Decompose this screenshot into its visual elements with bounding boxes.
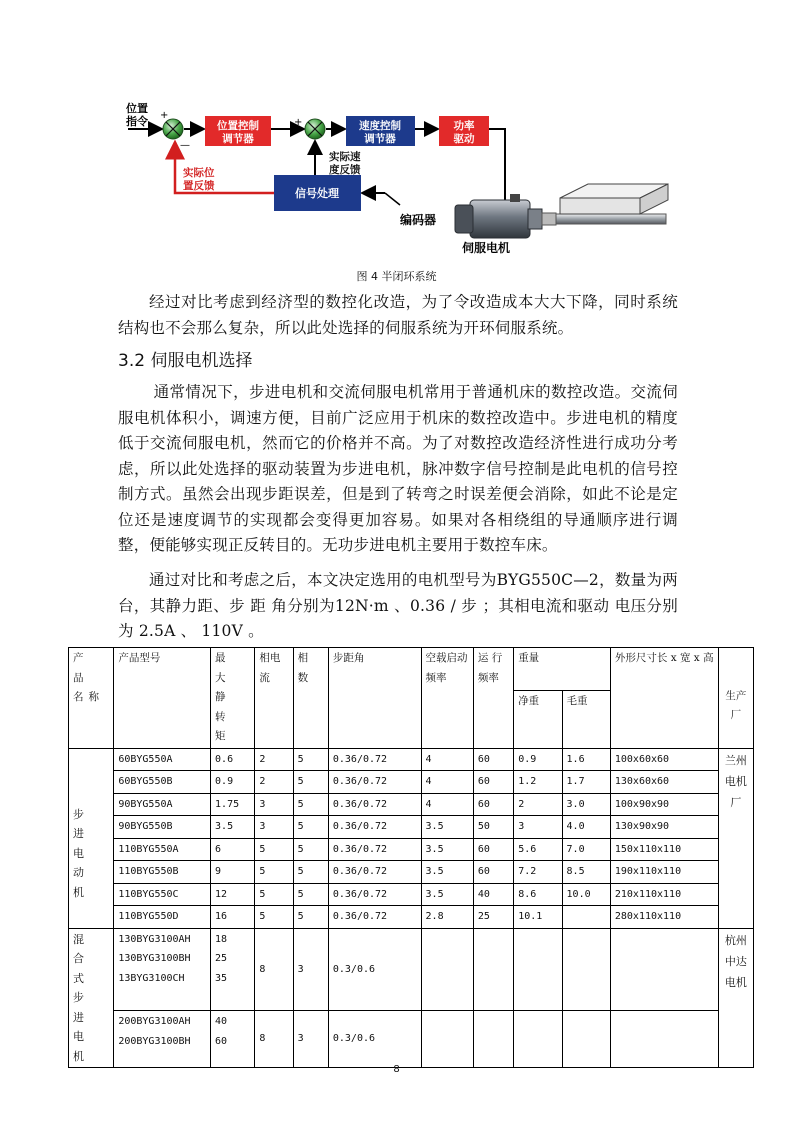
table-cell: 4.0 [562, 816, 610, 839]
paragraph-2: 通常情况下，步进电机和交流伺服电机常用于普通机床的数控改造。交流伺服电机体积小，调速方便，目前广泛应用于机床的数控改造中。步进电机的精度低于交流伺服电机，然而它的价格并不高。为了对数控改造经济性进行成功分考虑，所以此处选择的驱动装置为步进电机，脉冲数字信号控制是此电机的信号控制方式。虽然会出现步距误差，但是到了转弯之时误差便会消除，如此不论是定位还是速度调节的实现都会变得更加容易。如果对各相绕组的导通顺序进行调整，便能够实现正反转目的。无功步进电机主要用于数控车床。 [118, 383, 678, 554]
svg-text:调节器: 调节器 [222, 133, 254, 145]
empty-cell [514, 928, 562, 1011]
empty-cell [421, 1011, 473, 1068]
motor-spec-table [68, 647, 754, 1068]
table-cell: 1.7 [562, 771, 610, 794]
model-name: 200BYG3100AH [118, 1016, 191, 1028]
table-row [69, 793, 754, 816]
empty-cell [610, 928, 718, 1011]
table-cell: 60BYG550B [114, 771, 211, 794]
header-start-freq: 空载启动频率 [421, 648, 473, 749]
table-cell: 130x60x60 [610, 771, 718, 794]
table-cell: 5 [293, 816, 328, 839]
table-cell: 16 [211, 906, 255, 929]
encoder-label: 编码器 [400, 213, 437, 227]
table-cell: 60 [473, 771, 513, 794]
torque-value: 35 [215, 972, 228, 984]
table-cell: 5 [293, 883, 328, 906]
table-cell: 25 [473, 906, 513, 929]
paragraph-1: 经过对比考虑到经济型的数控化改造，为了令改造成本大大下降，同时系统结构也不会那么复杂，所以此处选择的伺服系统为开环伺服系统。 [118, 293, 678, 337]
table-row [69, 883, 754, 906]
header-angle: 步距角 [328, 648, 421, 749]
table-cell: 4 [421, 793, 473, 816]
servo-motor-illustration [455, 194, 542, 238]
table-cell: 0.36/0.72 [328, 816, 421, 839]
table-cell: 0.36/0.72 [328, 883, 421, 906]
table-cell: 3 [255, 816, 293, 839]
table-cell: 0.3/0.6 [328, 928, 421, 1011]
table-cell: 7.0 [562, 838, 610, 861]
svg-text:位置控制: 位置控制 [217, 120, 259, 132]
table-cell: 5 [293, 906, 328, 929]
plus-sign-1: + [160, 110, 169, 121]
table-cell: 8.5 [562, 861, 610, 884]
table-cell: 0.9 [211, 771, 255, 794]
table-row [69, 838, 754, 861]
table-cell: 150x110x110 [610, 838, 718, 861]
header-torque: 最 大 静 转 矩 [211, 648, 255, 749]
table-cell: 60 [473, 793, 513, 816]
svg-text:信号处理: 信号处理 [295, 187, 339, 200]
table-cell: 280x110x110 [610, 906, 718, 929]
model-list [114, 1011, 211, 1068]
table-cell: 110BYG550B [114, 861, 211, 884]
table-cell: 0.36/0.72 [328, 748, 421, 771]
maker-hangzhou: 杭州中达电机 [718, 928, 753, 1068]
table-cell: 100x90x90 [610, 793, 718, 816]
table-cell: 10.1 [514, 906, 562, 929]
svg-text:调节器: 调节器 [364, 133, 396, 145]
table-cell: 3.5 [211, 816, 255, 839]
table-cell: 90BYG550A [114, 793, 211, 816]
table-cell: 1.75 [211, 793, 255, 816]
speed-controller-block [346, 116, 415, 146]
table-cell: 60BYG550A [114, 748, 211, 771]
table-row [69, 906, 754, 929]
header-dims: 外形尺寸长 x 宽 x 高 [610, 648, 718, 749]
table-cell: 130x90x90 [610, 816, 718, 839]
table-cell: 90BYG550B [114, 816, 211, 839]
torque-value: 18 [215, 933, 228, 945]
table-cell: 5 [293, 838, 328, 861]
category-stepper: 步 进 电 动 机 [69, 748, 114, 928]
torque-value: 25 [215, 953, 228, 964]
table-cell: 110BYG550D [114, 906, 211, 929]
table-cell: 2 [255, 771, 293, 794]
svg-text:功率: 功率 [453, 120, 475, 132]
empty-cell [562, 928, 610, 1011]
table-cell: 110BYG550A [114, 838, 211, 861]
table-header-row [69, 648, 754, 691]
minus-sign-1: — [180, 140, 190, 151]
header-run-freq: 运 行 频率 [473, 648, 513, 749]
table-cell: 5 [255, 883, 293, 906]
table-cell: 8.6 [514, 883, 562, 906]
table-cell: 7.2 [514, 861, 562, 884]
table-cell: 0.36/0.72 [328, 906, 421, 929]
table-cell: 3.5 [421, 838, 473, 861]
table-cell: 12 [211, 883, 255, 906]
table-cell: 3.0 [562, 793, 610, 816]
plus-sign-2: + [294, 117, 303, 128]
category-hybrid: 混 合 式 步 进 电 机 [69, 928, 114, 1068]
table-cell: 0.6 [211, 748, 255, 771]
table-cell: 8 [255, 1011, 293, 1068]
table-cell: 3 [514, 816, 562, 839]
input-label-line2: 指令 [126, 115, 148, 128]
table-cell: 100x60x60 [610, 748, 718, 771]
table-cell: 3 [293, 928, 328, 1011]
table-cell: 3.5 [421, 816, 473, 839]
table-cell: 3 [293, 1011, 328, 1068]
svg-text:速度控制: 速度控制 [359, 120, 401, 132]
header-gross: 毛重 [562, 690, 610, 748]
table-cell: 5 [255, 838, 293, 861]
table-cell: 60 [473, 748, 513, 771]
table-cell: 0.36/0.72 [328, 838, 421, 861]
empty-cell [473, 928, 513, 1011]
table-row [69, 928, 754, 1011]
position-feedback-label-1: 实际位 [183, 167, 215, 179]
header-phases: 相数 [293, 648, 328, 749]
table-cell: 2 [514, 793, 562, 816]
torque-list [211, 928, 255, 1011]
summing-junction-2 [305, 119, 325, 139]
position-feedback-label-2: 置反馈 [183, 180, 215, 192]
table-cell: 5 [293, 793, 328, 816]
table-cell: 3.5 [421, 883, 473, 906]
table-row [69, 1011, 754, 1068]
table-cell: 0.36/0.72 [328, 771, 421, 794]
table-cell: 5 [293, 771, 328, 794]
torque-value: 60 [215, 1035, 228, 1047]
header-net: 净重 [514, 690, 562, 748]
table-cell: 6 [211, 838, 255, 861]
model-name: 130BYG3100BH [118, 953, 191, 964]
header-weight: 重量 [514, 648, 611, 691]
torque-value: 40 [215, 1016, 228, 1028]
table-cell: 5 [255, 906, 293, 929]
svg-text:驱动: 驱动 [453, 133, 475, 145]
model-name: 130BYG3100AH [118, 933, 191, 945]
table-cell: 1.6 [562, 748, 610, 771]
table-cell: 110BYG550C [114, 883, 211, 906]
semi-closed-loop-diagram [0, 0, 793, 290]
table-cell: 0.36/0.72 [328, 861, 421, 884]
table-cell: 1.2 [514, 771, 562, 794]
page-number: 8 [393, 1064, 400, 1075]
model-list [114, 928, 211, 1011]
empty-cell [562, 1011, 610, 1068]
maker-lanzhou: 兰州电机厂 [718, 748, 753, 928]
summing-junction-1 [163, 119, 183, 139]
torque-list [211, 1011, 255, 1068]
table-cell: 5 [255, 861, 293, 884]
speed-feedback-label-1: 实际速 [329, 151, 361, 163]
table-cell: 9 [211, 861, 255, 884]
ball-screw-table-illustration [542, 184, 668, 225]
table-cell [562, 906, 610, 929]
table-cell: 60 [473, 861, 513, 884]
header-model: 产品型号 [114, 648, 211, 749]
table-row [69, 748, 754, 771]
table-cell: 5.6 [514, 838, 562, 861]
signal-processing-block [274, 175, 361, 211]
table-cell: 50 [473, 816, 513, 839]
table-cell: 3 [255, 793, 293, 816]
model-name: 200BYG3100BH [118, 1035, 191, 1047]
table-row [69, 816, 754, 839]
figure-caption: 图 4 半闭环系统 [356, 270, 437, 283]
input-label-line1: 位置 [126, 102, 148, 115]
table-cell: 4 [421, 748, 473, 771]
table-cell: 8 [255, 928, 293, 1011]
header-name: 产 品 名称 [69, 648, 114, 749]
position-controller-block [205, 116, 271, 146]
empty-cell [610, 1011, 718, 1068]
header-current: 相电流 [255, 648, 293, 749]
table-row [69, 771, 754, 794]
table-cell: 190x110x110 [610, 861, 718, 884]
empty-cell [473, 1011, 513, 1068]
table-cell: 60 [473, 838, 513, 861]
empty-cell [514, 1011, 562, 1068]
section-heading: 3.2 伺服电机选择 [118, 351, 253, 371]
power-drive-block [439, 116, 489, 146]
table-row [69, 861, 754, 884]
header-maker: 生产厂 [718, 648, 753, 749]
model-name: 13BYG3100CH [118, 972, 185, 984]
table-cell: 0.3/0.6 [328, 1011, 421, 1068]
table-cell: 0.36/0.72 [328, 793, 421, 816]
table-cell: 0.9 [514, 748, 562, 771]
paragraph-3: 通过对比和考虑之后，本文决定选用的电机型号为BYG550C—2，数量为两台，其静力距、步 距 角分别为12N·m 、0.36 / 步 ；其相电流和驱动 电压分别为 2.5A 、 110V 。 [118, 571, 678, 640]
empty-cell [421, 928, 473, 1011]
table-cell: 2.8 [421, 906, 473, 929]
servo-motor-label: 伺服电机 [462, 241, 511, 255]
table-cell: 5 [293, 748, 328, 771]
table-cell: 5 [293, 861, 328, 884]
table-cell: 10.0 [562, 883, 610, 906]
speed-feedback-label-2: 度反馈 [329, 164, 361, 176]
table-cell: 210x110x110 [610, 883, 718, 906]
table-cell: 4 [421, 771, 473, 794]
table-cell: 3.5 [421, 861, 473, 884]
table-cell: 40 [473, 883, 513, 906]
table-cell: 2 [255, 748, 293, 771]
